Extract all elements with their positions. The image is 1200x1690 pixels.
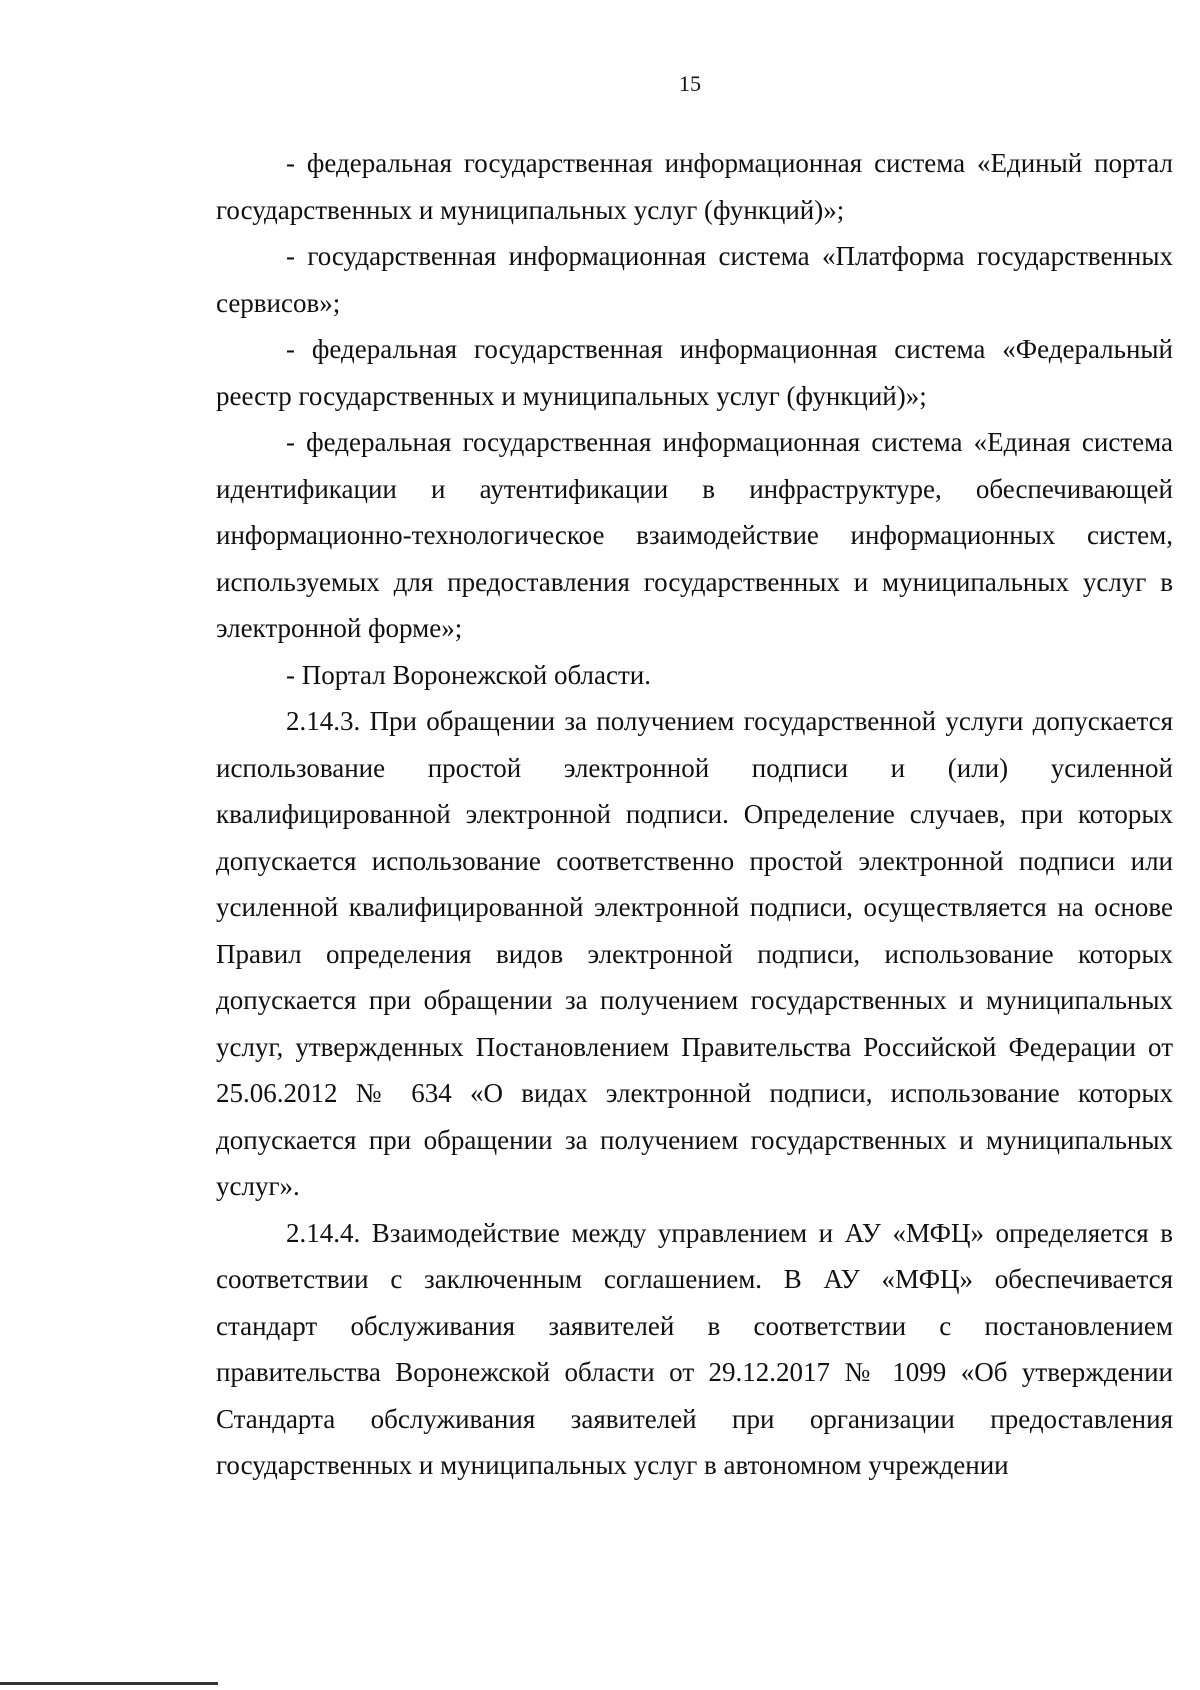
section-2-14-4: 2.14.4. Взаимодействие между управлением и АУ «МФЦ» определяется в соответствии с заключенным соглашением. В АУ «МФЦ» обеспечивается стандарт обслуживания заявителей в соответствии с постановлением правительства Воронежской области от 29.12.2017 № 1099 «Об утверждении Стандарта обслуживания заявителей при организации предоставления государственных и муниципальных услуг в автономном учреждении	[216, 1217, 1173, 1480]
list-item-esia: - федеральная государственная информационная система «Единая система идентификации и аутентификации в инфраструктуре, обеспечивающей информационно-технологическое взаимодействие информационных систем, используемых для предоставления государственных и муниципальных услуг в электронной форме»;	[216, 427, 1173, 643]
section-2-14-3: 2.14.3. При обращении за получением государственной услуги допускается использование простой электронной подписи и (или) усиленной квалифицированной электронной подписи. Определение случаев, при которых допускается использование соответственно простой электронной подписи или усиленной квалифицированной электронной подписи, осуществляется на основе Правил определения видов электронной подписи, использование которых допускается при обращении за получением государственных и муниципальных услуг, утвержденных Постановлением Правительства Российской Федерации от 25.06.2012 № 634 «О видах электронной подписи, использование которых допускается при обращении за получением государственных и муниципальных услуг».	[216, 706, 1173, 1201]
list-item-platform: - государственная информационная система «Платформа государственных сервисов»;	[216, 241, 1173, 318]
footnote-divider	[0, 1682, 218, 1685]
page-number: 15	[679, 71, 701, 96]
list-item-epgu: - федеральная государственная информационная система «Единый портал государственных и муниципальных услуг (функций)»;	[216, 148, 1173, 225]
list-item-federal-registry: - федеральная государственная информационная система «Федеральный реестр государственных и муниципальных услуг (функций)»;	[216, 334, 1173, 411]
document-body	[216, 140, 1173, 1489]
list-item-voronezh-portal: - Портал Воронежской области.	[286, 659, 652, 690]
